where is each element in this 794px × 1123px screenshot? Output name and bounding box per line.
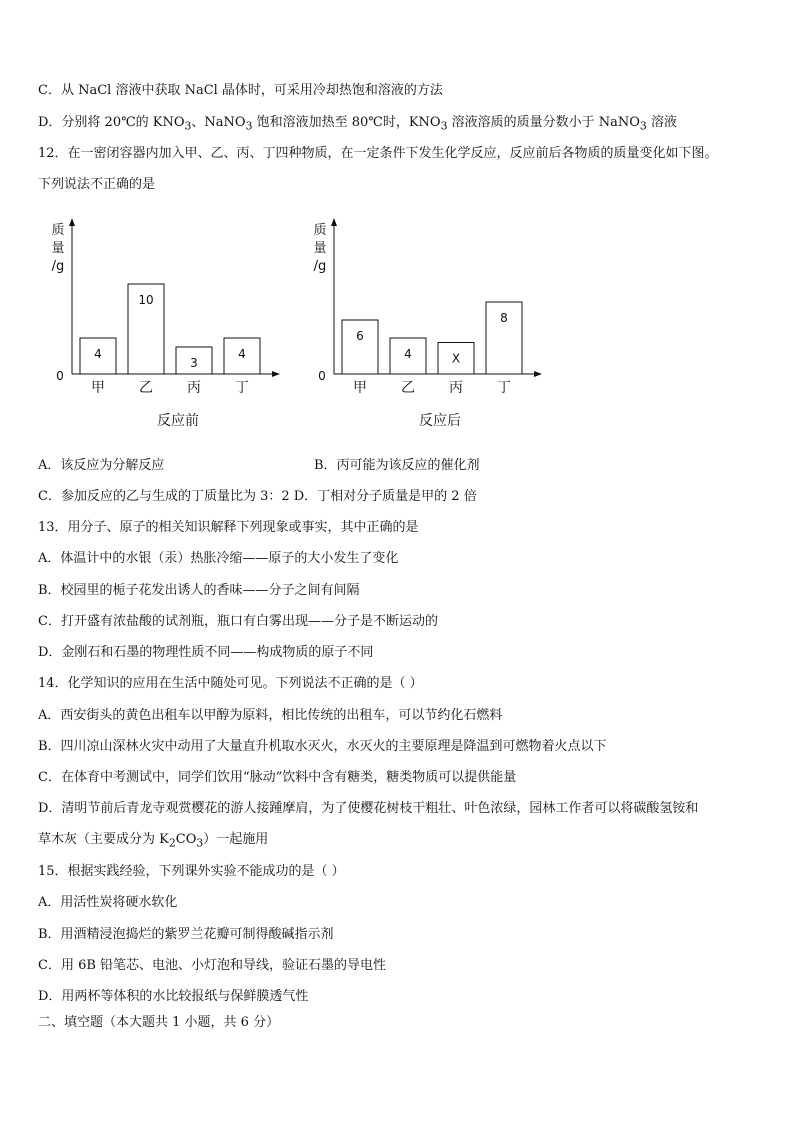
q11-d-part2: 、NaNO [191, 115, 246, 130]
bar-value-label: 6 [356, 329, 364, 343]
q15-option-c: C．用 6B 铅笔芯、电池、小灯泡和导线，验证石墨的导电性 [38, 958, 387, 973]
y-axis-label: 量 [313, 241, 327, 256]
category-label: 丁 [497, 380, 511, 396]
q15-option-b: B．用酒精浸泡捣烂的紫罗兰花瓣可制得酸碱指示剂 [38, 927, 334, 942]
y-axis-label: 质 [313, 223, 327, 238]
origin-label: 0 [318, 369, 326, 383]
q11-d-part3: 饱和溶液加热至 80℃时，KNO [252, 115, 441, 130]
category-label: 丁 [235, 380, 249, 396]
q14-d2-part1: 草木灰（主要成分为 K [38, 832, 169, 847]
y-axis-arrow [69, 218, 75, 226]
q14-d2-part3: ）一起施用 [203, 832, 269, 847]
q15-stem: 15．根据实践经验，下列课外实验不能成功的是（ ） [38, 864, 345, 879]
category-label: 乙 [401, 380, 415, 396]
chart-title: 反应后 [419, 413, 461, 429]
chart-title: 反应前 [157, 413, 199, 429]
chart-after-reaction [300, 210, 560, 435]
section-heading-fill-in: 二、填空题（本大题共 1 小题，共 6 分） [38, 1015, 280, 1030]
q13-stem: 13．用分子、原子的相关知识解释下列现象或事实，其中正确的是 [38, 520, 419, 535]
q11-d-part1: D．分别将 20℃的 KNO [38, 115, 185, 130]
y-axis-label: 质 [51, 223, 65, 238]
category-label: 甲 [353, 380, 367, 396]
category-label: 丙 [187, 380, 201, 396]
q14-option-c: C．在体育中考测试中，同学们饮用“脉动”饮料中含有糖类，糖类物质可以提供能量 [38, 770, 517, 785]
q15-option-a: A．用活性炭将硬水软化 [38, 895, 178, 910]
q14-d2-part2: CO [175, 832, 197, 847]
category-label: 丙 [449, 380, 463, 396]
q13-option-c: C．打开盛有浓盐酸的试剂瓶，瓶口有白雾出现——分子是不断运动的 [38, 614, 438, 629]
q11-option-c: C．从 NaCl 溶液中获取 NaCl 晶体时，可采用冷却热饱和溶液的方法 [38, 83, 443, 98]
subscript: 3 [184, 119, 192, 133]
q14-option-b: B．四川凉山深林火灾中动用了大量直升机取水灭火，水灭火的主要原理是降温到可燃物着火点以下 [38, 739, 607, 754]
bar-value-label: 4 [238, 347, 246, 361]
y-axis-label: /g [51, 259, 65, 274]
q12-option-a: A．该反应为分解反应 [38, 458, 165, 473]
q15-option-d: D．用两杯等体积的水比较报纸与保鲜膜透气性 [38, 989, 309, 1004]
q12-stem: 12．在一密闭容器内加入甲、乙、丙、丁四种物质，在一定条件下发生化学反应，反应前后各物质的质量变化如下图。 [38, 146, 718, 161]
category-label: 甲 [91, 380, 105, 396]
subscript: 2 [168, 836, 176, 850]
bar-value-label: 4 [404, 347, 412, 361]
q11-option-d [38, 115, 677, 135]
q14-option-d-cont [38, 832, 268, 852]
q12-option-b: B．丙可能为该反应的催化剂 [314, 458, 480, 473]
q11-d-part4: 溶液溶质的质量分数小于 NaNO [447, 115, 640, 130]
subscript: 3 [639, 119, 647, 133]
q14-option-a: A．西安街头的黄色出租车以甲醇为原料，相比传统的出租车，可以节约化石燃料 [38, 708, 503, 723]
origin-label: 0 [56, 369, 64, 383]
category-label: 乙 [139, 380, 153, 396]
x-axis-arrow [272, 371, 280, 377]
bar-value-label: 3 [190, 356, 198, 370]
subscript: 3 [196, 836, 204, 850]
x-axis-arrow [534, 371, 542, 377]
q14-option-d: D．清明节前后青龙寺观赏樱花的游人接踵摩肩，为了使樱花树枝干粗壮、叶色浓绿，园林工作者可以将碳酸氢铵和 [38, 801, 699, 816]
y-axis-label: 量 [51, 241, 65, 256]
y-axis-arrow [331, 218, 337, 226]
bar-value-label: 8 [500, 311, 508, 325]
q11-d-part5: 溶液 [646, 115, 677, 130]
subscript: 3 [245, 119, 253, 133]
bar-value-label: 4 [94, 347, 102, 361]
q12-option-cd: C．参加反应的乙与生成的丁质量比为 3：2 D．丁相对分子质量是甲的 2 倍 [38, 489, 477, 504]
q13-option-a: A．体温计中的水银（汞）热胀冷缩——原子的大小发生了变化 [38, 551, 399, 566]
bar-value-label: 10 [138, 293, 154, 307]
q14-stem: 14．化学知识的应用在生活中随处可见。下列说法不正确的是（ ） [38, 676, 423, 691]
y-axis-label: /g [313, 259, 327, 274]
subscript: 3 [440, 119, 448, 133]
q12-stem-2: 下列说法不正确的是 [38, 177, 156, 192]
bar-value-label: X [451, 351, 461, 366]
q13-option-b: B．校园里的栀子花发出诱人的香味——分子之间有间隔 [38, 583, 360, 598]
q13-option-d: D．金刚石和石墨的物理性质不同——构成物质的原子不同 [38, 645, 374, 660]
chart-before-reaction [38, 210, 298, 435]
